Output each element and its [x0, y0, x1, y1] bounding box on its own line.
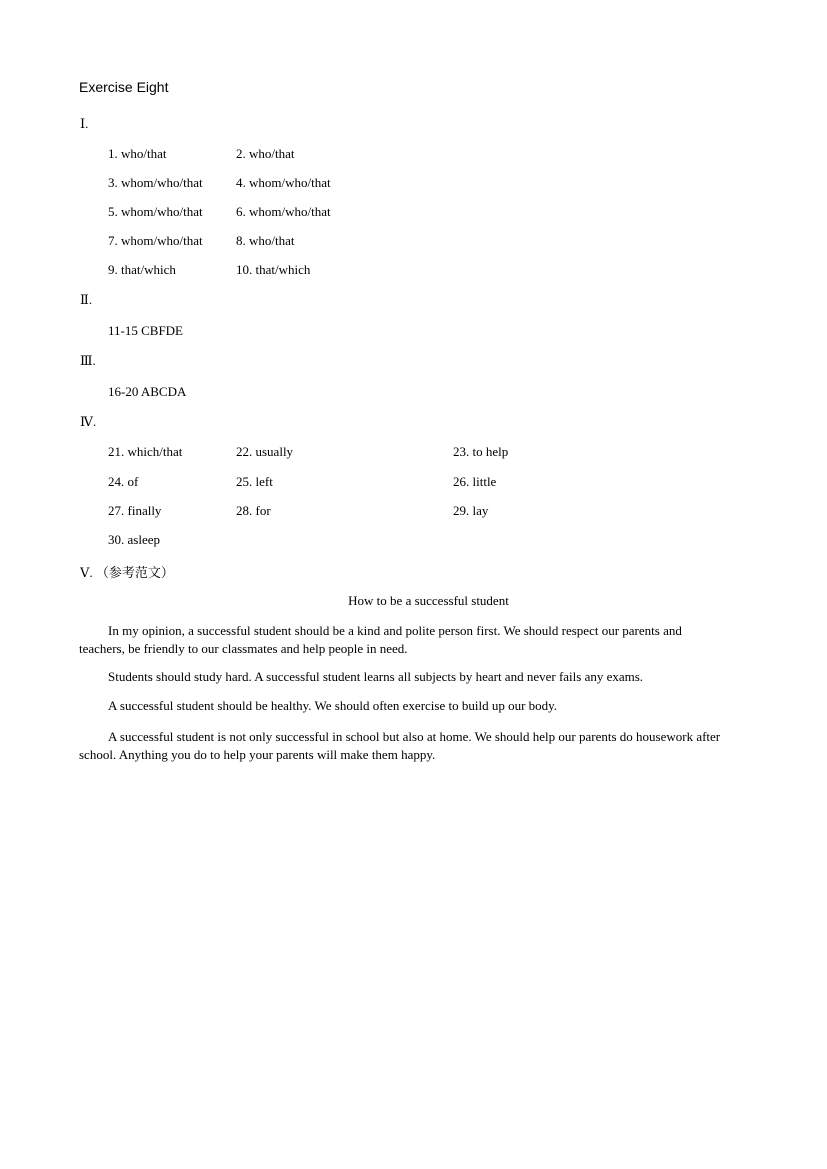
- essay-paragraph: A successful student is not only successful in school but also at home. We should help our parents do housework after school. Anything you do to help your parents will make them happy.: [79, 729, 721, 762]
- essay-paragraph: Students should study hard. A successful student learns all subjects by heart and never fails any exams.: [108, 669, 644, 684]
- section-heading-1: Ⅰ.: [80, 116, 89, 131]
- essay-paragraph: A successful student should be healthy. We should often exercise to build up our body.: [108, 698, 558, 713]
- section-heading-3: Ⅲ.: [80, 353, 96, 368]
- essay-title: How to be a successful student: [348, 593, 509, 608]
- exercise-title: Exercise Eight: [79, 79, 169, 95]
- answer-item: 7. whom/who/that: [108, 233, 203, 248]
- answer-item: 8. who/that: [236, 233, 295, 248]
- answer-item: 27. finally: [108, 503, 162, 518]
- answer-item: 16-20 ABCDA: [108, 384, 187, 399]
- section-heading-5: Ⅴ. （参考范文）: [80, 565, 174, 580]
- answer-item: 24. of: [108, 474, 139, 489]
- answer-item: 22. usually: [236, 444, 294, 459]
- answer-item: 10. that/which: [236, 262, 311, 277]
- section-heading-4: Ⅳ.: [80, 414, 97, 429]
- answer-item: 29. lay: [453, 503, 489, 518]
- answer-item: 9. that/which: [108, 262, 176, 277]
- answer-item: 3. whom/who/that: [108, 175, 203, 190]
- section-heading-2: Ⅱ.: [80, 292, 93, 307]
- answer-item: 1. who/that: [108, 146, 167, 161]
- answer-item: 11-15 CBFDE: [108, 323, 183, 338]
- answer-item: 6. whom/who/that: [236, 204, 331, 219]
- answer-item: 4. whom/who/that: [236, 175, 331, 190]
- answer-item: 21. which/that: [108, 444, 183, 459]
- answer-item: 25. left: [236, 474, 273, 489]
- answer-item: 30. asleep: [108, 532, 160, 547]
- answer-item: 26. little: [453, 474, 497, 489]
- answer-item: 5. whom/who/that: [108, 204, 203, 219]
- answer-item: 23. to help: [453, 444, 509, 459]
- essay-paragraph: In my opinion, a successful student should be a kind and polite person first. We should respect our parents and teachers, be friendly to our classmates and help people in need.: [79, 623, 682, 656]
- answer-item: 2. who/that: [236, 146, 295, 161]
- answer-item: 28. for: [236, 503, 271, 518]
